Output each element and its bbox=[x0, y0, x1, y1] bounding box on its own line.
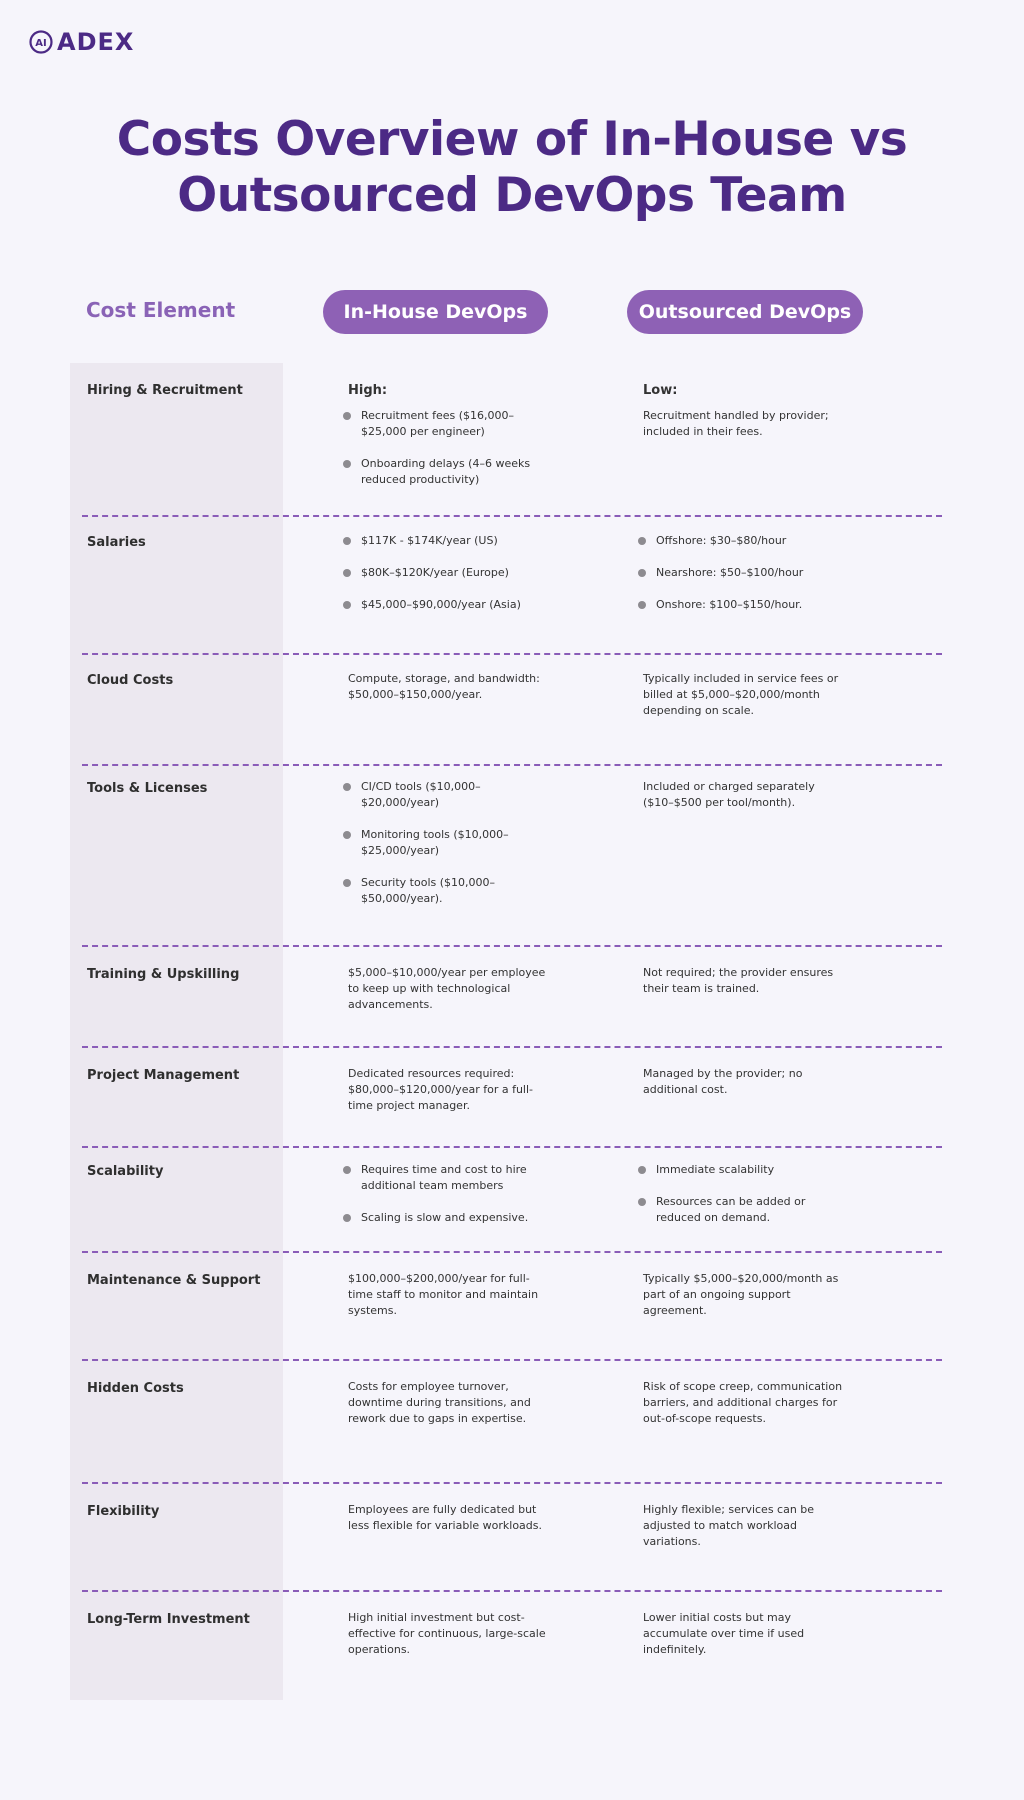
cell-text: Employees are fully dedicated but less flexible for variable workloads. bbox=[348, 1503, 543, 1532]
cost-element-label: Hiring & Recruitment bbox=[87, 383, 243, 398]
bullet-dot-icon bbox=[638, 569, 646, 577]
row-divider bbox=[82, 764, 942, 766]
bullet-dot-icon bbox=[343, 601, 351, 609]
list-item bbox=[348, 533, 548, 549]
in-house-cell bbox=[348, 671, 548, 703]
list-item-text: Resources can be added or reduced on demand. bbox=[656, 1195, 806, 1224]
list-item-text: Security tools ($10,000–$50,000/year). bbox=[361, 876, 496, 905]
cell-text: High initial investment but cost-effective for continuous, large-scale operations. bbox=[348, 1611, 546, 1656]
bullet-dot-icon bbox=[343, 1166, 351, 1174]
bullet-list bbox=[348, 1162, 548, 1226]
bullet-dot-icon bbox=[343, 460, 351, 468]
cell-text: Typically included in service fees or billed at $5,000–$20,000/month depending on scale. bbox=[643, 672, 839, 717]
list-item bbox=[643, 533, 843, 549]
list-item-text: $45,000–$90,000/year (Asia) bbox=[361, 598, 521, 611]
cost-element-label: Scalability bbox=[87, 1164, 164, 1179]
cell-text: $5,000–$10,000/year per employee to keep up with technological advancements. bbox=[348, 966, 546, 1011]
brand-name: ADEX bbox=[57, 28, 135, 56]
cell-text: $100,000–$200,000/year for full-time staff to monitor and maintain systems. bbox=[348, 1272, 539, 1317]
outsourced-cell bbox=[643, 1271, 843, 1319]
cell-text: Managed by the provider; no additional cost. bbox=[643, 1067, 803, 1096]
row-divider bbox=[82, 1251, 942, 1253]
cost-element-label: Tools & Licenses bbox=[87, 781, 208, 796]
list-item bbox=[643, 1194, 843, 1226]
title-line-1: Costs Overview of In-House vs bbox=[116, 112, 908, 167]
list-item-text: Requires time and cost to hire additional team members bbox=[361, 1163, 527, 1192]
cell-text: Costs for employee turnover, downtime during transitions, and rework due to gaps in expertise. bbox=[348, 1380, 531, 1425]
brand-logo bbox=[29, 28, 134, 56]
list-item bbox=[643, 597, 843, 613]
in-house-cell bbox=[348, 1162, 548, 1242]
list-item bbox=[643, 565, 843, 581]
cell-text: Lower initial costs but may accumulate over time if used indefinitely. bbox=[643, 1611, 805, 1656]
bullet-dot-icon bbox=[638, 1166, 646, 1174]
outsourced-cell bbox=[643, 1066, 843, 1098]
list-item bbox=[348, 456, 548, 488]
in-house-cell bbox=[348, 1066, 548, 1114]
outsourced-cell bbox=[643, 1379, 843, 1427]
in-house-header-pill: In-House DevOps bbox=[323, 290, 548, 334]
bullet-dot-icon bbox=[638, 1198, 646, 1206]
cost-element-header: Cost Element bbox=[86, 298, 236, 322]
outsourced-cell bbox=[643, 1502, 843, 1550]
cell-text: Highly flexible; services can be adjusted to match workload variations. bbox=[643, 1503, 815, 1548]
list-item bbox=[348, 875, 548, 907]
outsourced-header-pill: Outsourced DevOps bbox=[627, 290, 863, 334]
outsourced-cell bbox=[643, 965, 843, 997]
row-divider bbox=[82, 515, 942, 517]
list-item bbox=[348, 827, 548, 859]
cell-text: Compute, storage, and bandwidth: $50,000–$150,000/year. bbox=[348, 672, 540, 701]
list-item-text: $117K - $174K/year (US) bbox=[361, 534, 498, 547]
svg-text:AI: AI bbox=[35, 38, 47, 49]
bullet-list bbox=[643, 1162, 843, 1226]
row-divider bbox=[82, 1146, 942, 1148]
outsourced-cell bbox=[643, 1610, 843, 1658]
list-item bbox=[348, 565, 548, 581]
bullet-dot-icon bbox=[343, 783, 351, 791]
list-item-text: Recruitment fees ($16,000–$25,000 per engineer) bbox=[361, 409, 515, 438]
in-house-cell bbox=[348, 533, 548, 629]
outsourced-cell bbox=[643, 779, 843, 811]
list-item-text: Immediate scalability bbox=[656, 1163, 775, 1176]
row-divider bbox=[82, 653, 942, 655]
cost-element-label: Maintenance & Support bbox=[87, 1273, 261, 1288]
list-item bbox=[348, 597, 548, 613]
cost-element-label: Salaries bbox=[87, 535, 146, 550]
page-title bbox=[0, 112, 1024, 224]
list-item-text: Scaling is slow and expensive. bbox=[361, 1211, 529, 1224]
list-item bbox=[348, 779, 548, 811]
cell-text: Risk of scope creep, communication barriers, and additional charges for out-of-scope requests. bbox=[643, 1380, 843, 1425]
bullet-dot-icon bbox=[343, 879, 351, 887]
list-item-text: $80K–$120K/year (Europe) bbox=[361, 566, 509, 579]
cell-text: Dedicated resources required: $80,000–$120,000/year for a full-time project manager. bbox=[348, 1067, 534, 1112]
bullet-dot-icon bbox=[638, 537, 646, 545]
cell-text: Included or charged separately ($10–$500 per tool/month). bbox=[643, 780, 815, 809]
in-house-cell bbox=[348, 965, 548, 1013]
bullet-list bbox=[643, 533, 843, 613]
list-item-text: Onshore: $100–$150/hour. bbox=[656, 598, 803, 611]
list-item-text: Onboarding delays (4–6 weeks reduced productivity) bbox=[361, 457, 531, 486]
outsourced-cell bbox=[643, 1162, 843, 1242]
row-divider bbox=[82, 1482, 942, 1484]
cost-element-column-band bbox=[70, 363, 283, 1700]
in-house-cell bbox=[348, 779, 548, 923]
bullet-dot-icon bbox=[343, 831, 351, 839]
cell-heading: Low: bbox=[643, 383, 678, 398]
bullet-list bbox=[348, 533, 548, 613]
list-item-text: Offshore: $30–$80/hour bbox=[656, 534, 787, 547]
outsourced-cell bbox=[643, 383, 843, 440]
bullet-dot-icon bbox=[343, 537, 351, 545]
cell-heading: High: bbox=[348, 383, 388, 398]
bullet-dot-icon bbox=[343, 569, 351, 577]
title-line-2: Outsourced DevOps Team bbox=[177, 168, 847, 223]
row-divider bbox=[82, 1046, 942, 1048]
list-item bbox=[643, 1162, 843, 1178]
cell-text: Typically $5,000–$20,000/month as part of an ongoing support agreement. bbox=[643, 1272, 839, 1317]
in-house-cell bbox=[348, 1502, 548, 1534]
list-item-text: Monitoring tools ($10,000–$25,000/year) bbox=[361, 828, 509, 857]
list-item bbox=[348, 1162, 548, 1194]
in-house-cell bbox=[348, 1271, 548, 1319]
cost-element-label: Project Management bbox=[87, 1068, 240, 1083]
cost-element-label: Long-Term Investment bbox=[87, 1612, 250, 1627]
bullet-dot-icon bbox=[638, 601, 646, 609]
row-divider bbox=[82, 1359, 942, 1361]
outsourced-cell bbox=[643, 533, 843, 629]
list-item bbox=[348, 1210, 548, 1226]
cell-text: Not required; the provider ensures their team is trained. bbox=[643, 966, 834, 995]
in-house-cell bbox=[348, 383, 548, 504]
list-item-text: CI/CD tools ($10,000–$20,000/year) bbox=[361, 780, 481, 809]
in-house-cell bbox=[348, 1610, 548, 1658]
cost-element-label: Training & Upskilling bbox=[87, 967, 240, 982]
cost-element-label: Hidden Costs bbox=[87, 1381, 184, 1396]
row-divider bbox=[82, 945, 942, 947]
list-item-text: Nearshore: $50–$100/hour bbox=[656, 566, 804, 579]
outsourced-cell bbox=[643, 671, 843, 719]
cell-text: Recruitment handled by provider; included in their fees. bbox=[643, 409, 829, 438]
cost-element-label: Cloud Costs bbox=[87, 673, 174, 688]
bullet-dot-icon bbox=[343, 1214, 351, 1222]
cost-element-label: Flexibility bbox=[87, 1504, 160, 1519]
bullet-list bbox=[348, 408, 548, 488]
bullet-list bbox=[348, 779, 548, 907]
bullet-dot-icon bbox=[343, 412, 351, 420]
list-item bbox=[348, 408, 548, 440]
row-divider bbox=[82, 1590, 942, 1592]
ai-logo-icon bbox=[29, 30, 53, 54]
in-house-cell bbox=[348, 1379, 548, 1427]
